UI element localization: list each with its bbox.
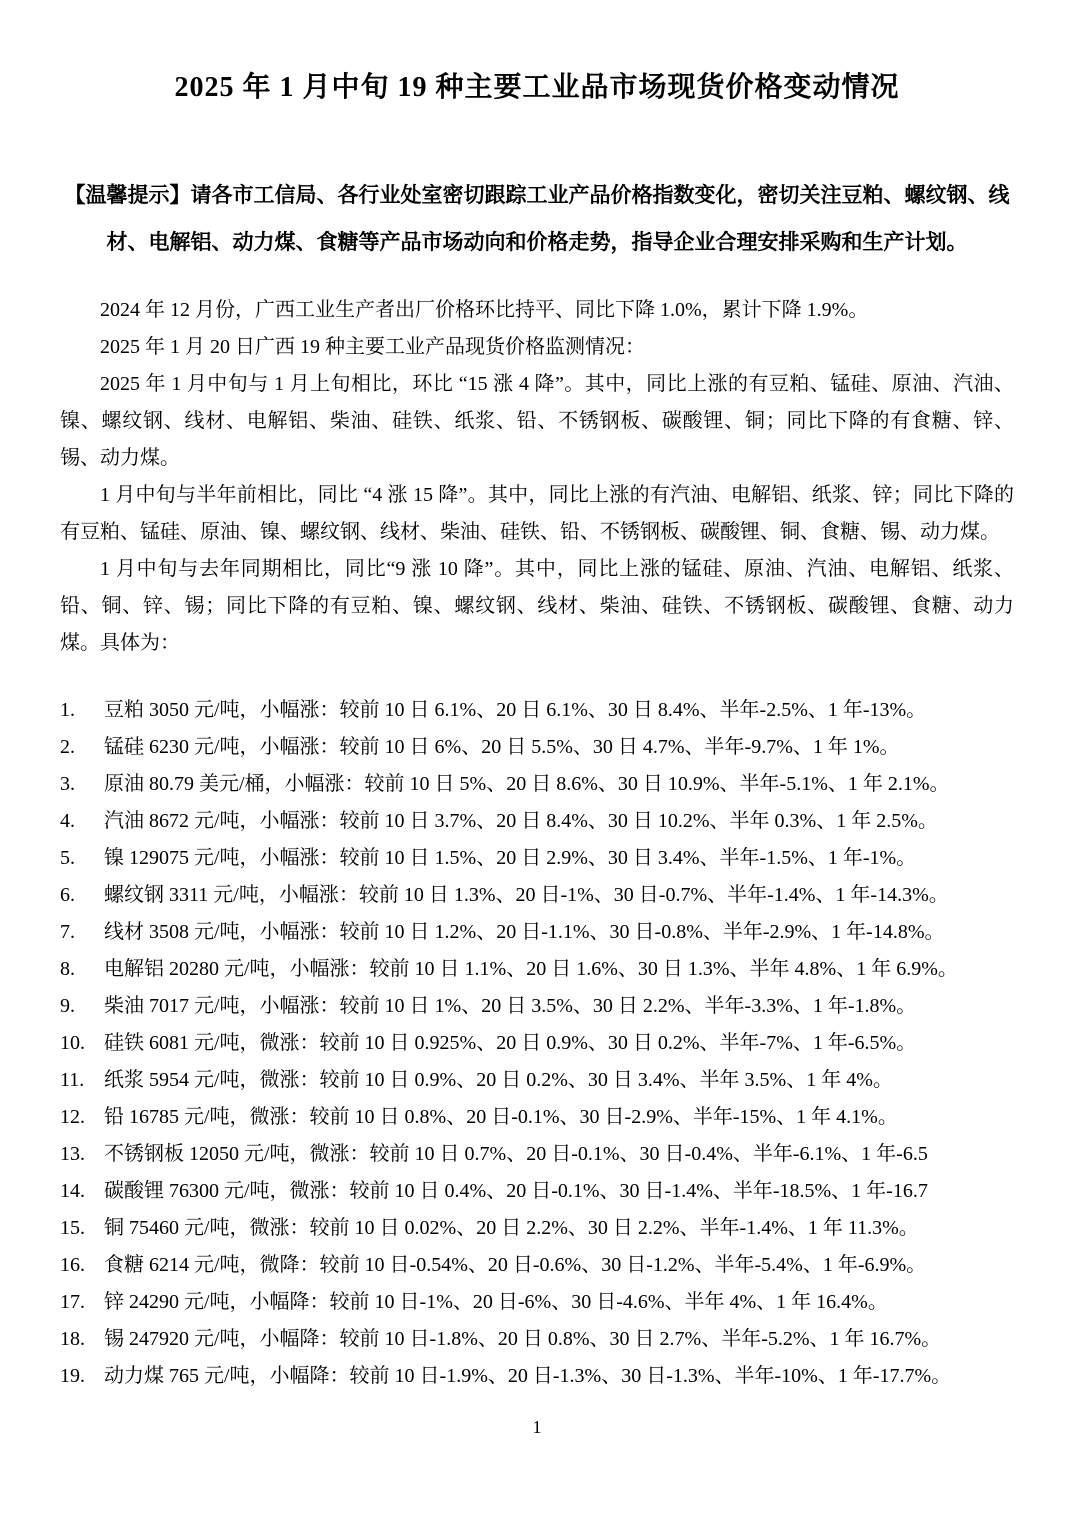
list-item	[60, 1247, 1014, 1284]
list-item	[60, 914, 1014, 951]
list-item-number: 9.	[60, 995, 75, 1017]
notice-label: 【温馨提示】	[64, 183, 191, 207]
paragraph-monitor-intro: 2025 年 1 月 20 日广西 19 种主要工业产品现货价格监测情况：	[100, 336, 645, 358]
list-item-number: 12.	[60, 1106, 85, 1128]
list-item-text: 食糖 6214 元/吨，微降：较前 10 日-0.54%、20 日-0.6%、30 日-1.2%、半年-5.4%、1 年-6.9%。	[104, 1254, 927, 1276]
list-item-text: 锡 247920 元/吨，小幅降：较前 10 日-1.8%、20 日 0.8%、30 日 2.7%、半年-5.2%、1 年 16.7%。	[104, 1328, 942, 1350]
list-item-text: 铜 75460 元/吨，微涨：较前 10 日 0.02%、20 日 2.2%、30 日 2.2%、半年-1.4%、1 年 11.3%。	[104, 1217, 919, 1239]
list-item-text: 碳酸锂 76300 元/吨，微涨：较前 10 日 0.4%、20 日-0.1%、30 日-1.4%、半年-18.5%、1 年-16.7	[104, 1180, 928, 1202]
list-item-text: 汽油 8672 元/吨，小幅涨：较前 10 日 3.7%、20 日 8.4%、30 日 10.2%、半年 0.3%、1 年 2.5%。	[104, 810, 938, 832]
list-item-text: 电解铝 20280 元/吨，小幅涨：较前 10 日 1.1%、20 日 1.6%、30 日 1.3%、半年 4.8%、1 年 6.9%。	[104, 958, 958, 980]
page-title: 2025 年 1 月中旬 19 种主要工业品市场现货价格变动情况	[174, 72, 900, 103]
list-item-text: 硅铁 6081 元/吨，微涨：较前 10 日 0.925%、20 日 0.9%、30 日 0.2%、半年-7%、1 年-6.5%。	[104, 1032, 917, 1054]
list-item-text: 柴油 7017 元/吨，小幅涨：较前 10 日 1%、20 日 3.5%、30 日 2.2%、半年-3.3%、1 年-1.8%。	[104, 995, 917, 1017]
list-item	[60, 729, 1014, 766]
list-item-number: 19.	[60, 1365, 85, 1387]
list-item-number: 11.	[60, 1069, 85, 1091]
list-item	[60, 951, 1014, 988]
list-item	[60, 1136, 1014, 1173]
list-item-text: 不锈钢板 12050 元/吨，微涨：较前 10 日 0.7%、20 日-0.1%、30 日-0.4%、半年-6.1%、1 年-6.5	[104, 1143, 928, 1165]
list-item-number: 17.	[60, 1291, 85, 1313]
price-item-list	[60, 692, 1014, 1395]
list-item-text: 线材 3508 元/吨，小幅涨：较前 10 日 1.2%、20 日-1.1%、30 日-0.8%、半年-2.9%、1 年-14.8%。	[104, 921, 945, 943]
list-item	[60, 1321, 1014, 1358]
list-item	[60, 803, 1014, 840]
page-number: 1	[532, 1417, 542, 1437]
list-item-number: 15.	[60, 1217, 85, 1239]
paragraph-ppi-summary: 2024 年 12 月份，广西工业生产者出厂价格环比持平、同比下降 1.0%，累计下降 1.9%。	[100, 299, 869, 321]
list-item-text: 锰硅 6230 元/吨，小幅涨：较前 10 日 6%、20 日 5.5%、30 日 4.7%、半年-9.7%、1 年 1%。	[104, 736, 900, 758]
list-item-text: 动力煤 765 元/吨，小幅降：较前 10 日-1.9%、20 日-1.3%、30 日-1.3%、半年-10%、1 年-17.7%。	[104, 1365, 952, 1387]
paragraph-vs-half-year: 1 月中旬与半年前相比，同比 “4 涨 15 降”。其中，同比上涨的有汽油、电解铝、纸浆、锌；同比下降的有豆粕、锰硅、原油、镍、螺纹钢、线材、柴油、硅铁、铅、不锈钢板、碳酸锂、铜、食糖、锡、动力煤。	[60, 484, 1014, 543]
body-paragraphs	[60, 292, 1014, 662]
list-item-number: 13.	[60, 1143, 85, 1165]
list-item-number: 5.	[60, 847, 75, 869]
list-item-text: 纸浆 5954 元/吨，微涨：较前 10 日 0.9%、20 日 0.2%、30 日 3.4%、半年 3.5%、1 年 4%。	[104, 1069, 893, 1091]
notice-paragraph	[60, 172, 1014, 266]
list-item	[60, 840, 1014, 877]
list-item-text: 螺纹钢 3311 元/吨，小幅涨：较前 10 日 1.3%、20 日-1%、30 日-0.7%、半年-1.4%、1 年-14.3%。	[104, 884, 949, 906]
list-item	[60, 1210, 1014, 1247]
list-item	[60, 877, 1014, 914]
list-item-number: 1.	[60, 699, 75, 721]
list-item-text: 豆粕 3050 元/吨，小幅涨：较前 10 日 6.1%、20 日 6.1%、30 日 8.4%、半年-2.5%、1 年-13%。	[104, 699, 927, 721]
notice-text: 请各市工信局、各行业处室密切跟踪工业产品价格指数变化，密切关注豆粕、螺纹钢、线材、电解铝、动力煤、食糖等产品市场动向和价格走势，指导企业合理安排采购和生产计划。	[106, 183, 1010, 254]
paragraph-vs-last-year: 1 月中旬与去年同期相比，同比“9 涨 10 降”。其中，同比上涨的锰硅、原油、汽油、电解铝、纸浆、铅、铜、锌、锡；同比下降的有豆粕、镍、螺纹钢、线材、柴油、硅铁、不锈钢板、碳酸锂、食糖、动力煤。具体为：	[60, 558, 1014, 654]
list-item	[60, 692, 1014, 729]
list-item-text: 镍 129075 元/吨，小幅涨：较前 10 日 1.5%、20 日 2.9%、30 日 3.4%、半年-1.5%、1 年-1%。	[104, 847, 917, 869]
list-item-number: 16.	[60, 1254, 85, 1276]
list-item-number: 7.	[60, 921, 75, 943]
list-item-number: 2.	[60, 736, 75, 758]
list-item	[60, 1358, 1014, 1395]
list-item-text: 原油 80.79 美元/桶，小幅涨：较前 10 日 5%、20 日 8.6%、30 日 10.9%、半年-5.1%、1 年 2.1%。	[104, 773, 950, 795]
paragraph-vs-early-month: 2025 年 1 月中旬与 1 月上旬相比，环比 “15 涨 4 降”。其中，同比上涨的有豆粕、锰硅、原油、汽油、镍、螺纹钢、线材、电解铝、柴油、硅铁、纸浆、铅、不锈钢板、碳酸锂、铜；同比下降的有食糖、锌、锡、动力煤。	[60, 373, 1014, 469]
list-item-number: 6.	[60, 884, 75, 906]
list-item	[60, 766, 1014, 803]
list-item-number: 8.	[60, 958, 75, 980]
list-item-text: 锌 24290 元/吨，小幅降：较前 10 日-1%、20 日-6%、30 日-4.6%、半年 4%、1 年 16.4%。	[104, 1291, 888, 1313]
list-item	[60, 1173, 1014, 1210]
list-item	[60, 1284, 1014, 1321]
list-item-number: 3.	[60, 773, 75, 795]
list-item-number: 4.	[60, 810, 75, 832]
list-item-number: 10.	[60, 1032, 85, 1054]
list-item-text: 铅 16785 元/吨，微涨：较前 10 日 0.8%、20 日-0.1%、30 日-2.9%、半年-15%、1 年 4.1%。	[104, 1106, 898, 1128]
list-item	[60, 988, 1014, 1025]
list-item	[60, 1062, 1014, 1099]
list-item	[60, 1099, 1014, 1136]
list-item-number: 14.	[60, 1180, 85, 1202]
list-item	[60, 1025, 1014, 1062]
list-item-number: 18.	[60, 1328, 85, 1350]
